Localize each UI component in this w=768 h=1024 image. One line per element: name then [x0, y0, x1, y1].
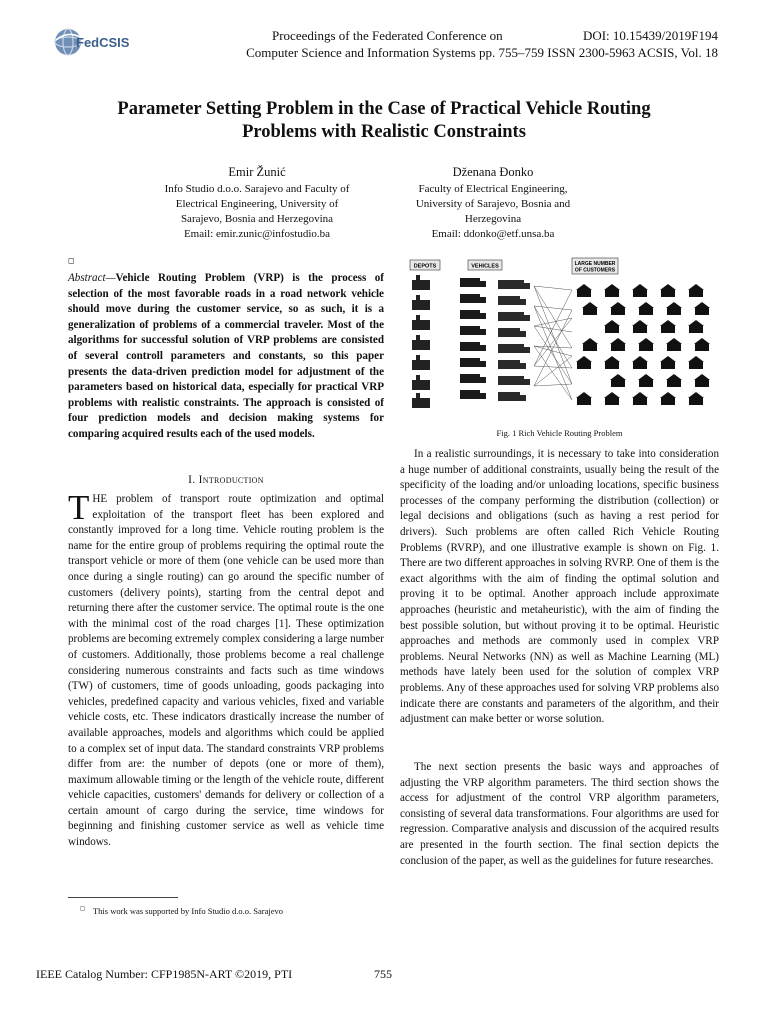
truck-icon — [498, 280, 524, 289]
truck-cab-icon — [524, 347, 530, 353]
customer-house-icon — [611, 308, 625, 315]
truck-cab-icon — [524, 379, 530, 385]
customer-house-icon — [661, 398, 675, 405]
header-conference-line: Proceedings of the Federated Conference on — [272, 28, 503, 43]
truck-cab-icon — [480, 313, 486, 319]
truck-icon — [460, 342, 480, 351]
customer-house-icon — [639, 308, 653, 315]
author-affiliation: Herzegovina — [464, 213, 522, 225]
right-paragraph-1 — [400, 447, 719, 728]
customer-house-icon — [661, 362, 675, 369]
customer-house-icon — [661, 326, 675, 333]
customer-house-icon — [611, 380, 625, 387]
depot-icon — [412, 360, 430, 370]
truck-icon — [460, 310, 480, 319]
introduction-text: HE problem of transport route optimization and optimal exploitation of the transport fleet has been explored and constantly improved for a long time. Vehicle routing problem is the name for the entire group of problems requiring the optimal route the transport vehicle or more of them (one vehicle can be used more than once during a single routing) can go around the specific number of customers (delivery points), starting from the central depot and returning there after the customer service. The optimal route is the one with the minimal cost of the road charges [1]. These optimization problems are becoming extremely complex considering a large number of customers. Additionally, those problems become a real challenge considering numerous constraints and facts such as time windows (TW) of customers, time of goods unloading, goods packaging into vehicles, predefined capacity and various vehicles, fixed and variable vehicle costs, etc. These indicators drastically increase the number of available approaches, models and algorithms which could be applied to a complex set of input data. The standard constraints VRP problems differ from are: the number of depots (one or more of them), maximum allowable timing or the length of the vehicle route, different vehicle capacities, customers' demands for delivery or collection of a certain amount of cargo during the service, time windows for beginning and finishing customer service as well as vehicle time windows. — [68, 493, 384, 849]
author-email: Email: emir.zunic@infostudio.ba — [183, 228, 331, 240]
truck-cab-icon — [480, 393, 486, 399]
customer-house-icon — [689, 326, 703, 333]
depot-chimney-icon — [416, 355, 420, 360]
depot-chimney-icon — [416, 335, 420, 340]
author-block-2 — [388, 164, 598, 242]
customer-house-icon — [583, 308, 597, 315]
abstract-text: Vehicle Routing Problem (VRP) is the process of selection of the most favorable roads in a road network vehicle should move during the customer service, so as such, it is a generalization of problems of a commercial traveler. Most of the algorithms for successful solution of VRP problems are consisted of several controll parameters and constants, so this paper presents the data-driven prediction model for adjustment of the parameters based on historical data, especially for practical VRP problems with realistic constraints. The approach is consisted of four prediction models and decision making systems for comparing acquired results each of the used models. — [68, 272, 384, 440]
truck-cab-icon — [520, 363, 526, 369]
author-email: Email: ddonko@etf.unsa.ba — [431, 228, 555, 240]
depot-icon — [412, 280, 430, 290]
truck-cab-icon — [520, 395, 526, 401]
section-heading: I. Introduction — [188, 474, 264, 486]
depot-chimney-icon — [416, 315, 420, 320]
customer-house-icon — [689, 362, 703, 369]
truck-icon — [460, 294, 480, 303]
author-block-1 — [132, 164, 382, 242]
depot-chimney-icon — [416, 295, 420, 300]
truck-icon — [460, 390, 480, 399]
customer-house-icon — [611, 344, 625, 351]
truck-icon — [498, 328, 520, 337]
depot-chimney-icon — [416, 393, 420, 398]
truck-cab-icon — [480, 329, 486, 335]
depot-chimney-icon — [416, 275, 420, 280]
truck-icon — [460, 278, 480, 287]
truck-icon — [460, 374, 480, 383]
customer-house-icon — [605, 326, 619, 333]
customer-house-icon — [633, 398, 647, 405]
truck-icon — [460, 358, 480, 367]
footnote-text: This work was supported by Info Studio d.o.o. Sarajevo — [92, 905, 284, 916]
author-affiliation: Info Studio d.o.o. Sarajevo and Faculty of — [164, 183, 350, 195]
depot-chimney-icon — [416, 375, 420, 380]
truck-icon — [498, 296, 520, 305]
depot-icon — [412, 398, 430, 408]
figure-label-customers-2: OF CUSTOMERS — [574, 267, 616, 274]
customer-house-icon — [667, 344, 681, 351]
customer-house-icon — [577, 398, 591, 405]
customer-house-icon — [633, 362, 647, 369]
truck-icon — [498, 360, 520, 369]
customer-house-icon — [667, 308, 681, 315]
truck-icon — [498, 392, 520, 401]
depot-icon — [412, 320, 430, 330]
title-line-1: Parameter Setting Problem in the Case of Practical Vehicle Routing — [117, 99, 651, 119]
customer-house-icon — [695, 308, 709, 315]
customer-house-icon — [605, 398, 619, 405]
truck-cab-icon — [480, 297, 486, 303]
customer-house-icon — [695, 344, 709, 351]
footnote-mark: ◻ — [80, 906, 85, 912]
customer-house-icon — [667, 380, 681, 387]
truck-cab-icon — [524, 283, 530, 289]
header-proceedings-line: Computer Science and Information Systems pp. 755–759 ISSN 2300-5963 ACSIS, Vol. 18 — [246, 45, 718, 60]
figure-label-depots: DEPOTS — [413, 263, 437, 270]
figure-rich-vrp — [408, 256, 718, 416]
depot-icon — [412, 340, 430, 350]
depot-icon — [412, 300, 430, 310]
customer-house-icon — [577, 290, 591, 297]
header-doi: DOI: 10.15439/2019F194 — [582, 28, 718, 43]
truck-icon — [498, 344, 524, 353]
customer-house-icon — [689, 398, 703, 405]
author-affiliation: Faculty of Electrical Engineering, — [418, 183, 568, 195]
figure-label-vehicles: VEHICLES — [471, 263, 499, 270]
figure-label-customers-1: LARGE NUMBER — [574, 261, 616, 267]
truck-cab-icon — [524, 315, 530, 321]
paper-title — [60, 98, 708, 144]
abstract — [68, 271, 384, 443]
paragraph-text: The next section presents the basic ways and approaches of adjusting the VRP algorithm parameters. The third section shows the access for adjustment of the control VRP algorithm parameters, consisting of several data transformations. Four algorithms are used for regression. Comparative analysis and discussion of the acquired results are presented in the fourth section. The final section depicts the conclusion of the paper, as well as the guidelines for future researches. — [400, 761, 719, 867]
truck-icon — [498, 312, 524, 321]
drop-cap: T — [68, 488, 90, 527]
title-line-2: Problems with Realistic Constraints — [242, 122, 526, 142]
customer-house-icon — [633, 326, 647, 333]
figure-caption: Fig. 1 Rich Vehicle Routing Problem — [496, 428, 623, 438]
customer-house-icon — [689, 290, 703, 297]
customer-house-icon — [605, 362, 619, 369]
paragraph-text: In a realistic surroundings, it is necessary to take into consideration a huge number of additional constraints, usually being the result of the specificity of the loading and/or unloading locations, specific business processes of the company performing the distribution (collection) or legal decisions and obligations (such as having a rest period for drivers). Such problems are often called Rich Vehicle Routing Problems (RVRP), and one illustrative example is shown on Fig. 1. There are two different approaches in solving RVRP. One of them is the exact algorithms with the aim of finding the optimal solution and proving it to be optimal. Another approach include approximate approaches (heuristic and metaheuristic), with the aim of finding the best possible solution, but without proving it to be optimal. Heuristic approaches and methods are commonly used in complex VRP problems. Neural Networks (NN) as well as Machine Learning (ML) methods have lately been used for the solution of complex VRP problems. Any of these approaches used for solving VRP problems also indicate there are constants and parameters of the algorithm, and their adjustment can make better or worse solution. — [400, 448, 720, 726]
fedcsis-logo — [52, 26, 130, 58]
author-affiliation: Sarajevo, Bosnia and Herzegovina — [180, 213, 334, 225]
truck-cab-icon — [520, 299, 526, 305]
customer-house-icon — [639, 344, 653, 351]
right-paragraph-2 — [400, 760, 719, 869]
abstract-label: Abstract— — [68, 272, 116, 284]
svg-text:FedCSIS: FedCSIS — [76, 35, 130, 50]
customer-house-icon — [583, 344, 597, 351]
truck-cab-icon — [520, 331, 526, 337]
truck-icon — [460, 326, 480, 335]
footnote-rule — [68, 897, 178, 898]
truck-cab-icon — [480, 281, 486, 287]
customer-house-icon — [639, 380, 653, 387]
introduction-paragraph — [68, 488, 384, 851]
author-name: Emir Žunić — [228, 165, 286, 179]
customer-house-icon — [577, 362, 591, 369]
placeholder-marker: ◻ — [68, 256, 75, 265]
footnote — [80, 905, 283, 916]
truck-cab-icon — [480, 377, 486, 383]
customer-house-icon — [695, 380, 709, 387]
page-number: 755 — [374, 967, 392, 981]
truck-cab-icon — [480, 361, 486, 367]
customer-house-icon — [605, 290, 619, 297]
depot-icon — [412, 380, 430, 390]
customer-house-icon — [633, 290, 647, 297]
truck-icon — [498, 376, 524, 385]
truck-cab-icon — [480, 345, 486, 351]
footer-catalog: IEEE Catalog Number: CFP1985N-ART ©2019, PTI — [36, 967, 293, 981]
author-affiliation: University of Sarajevo, Bosnia and — [415, 198, 571, 210]
author-affiliation: Electrical Engineering, University of — [175, 198, 339, 210]
customer-house-icon — [661, 290, 675, 297]
author-name: Dženana Đonko — [452, 165, 534, 179]
